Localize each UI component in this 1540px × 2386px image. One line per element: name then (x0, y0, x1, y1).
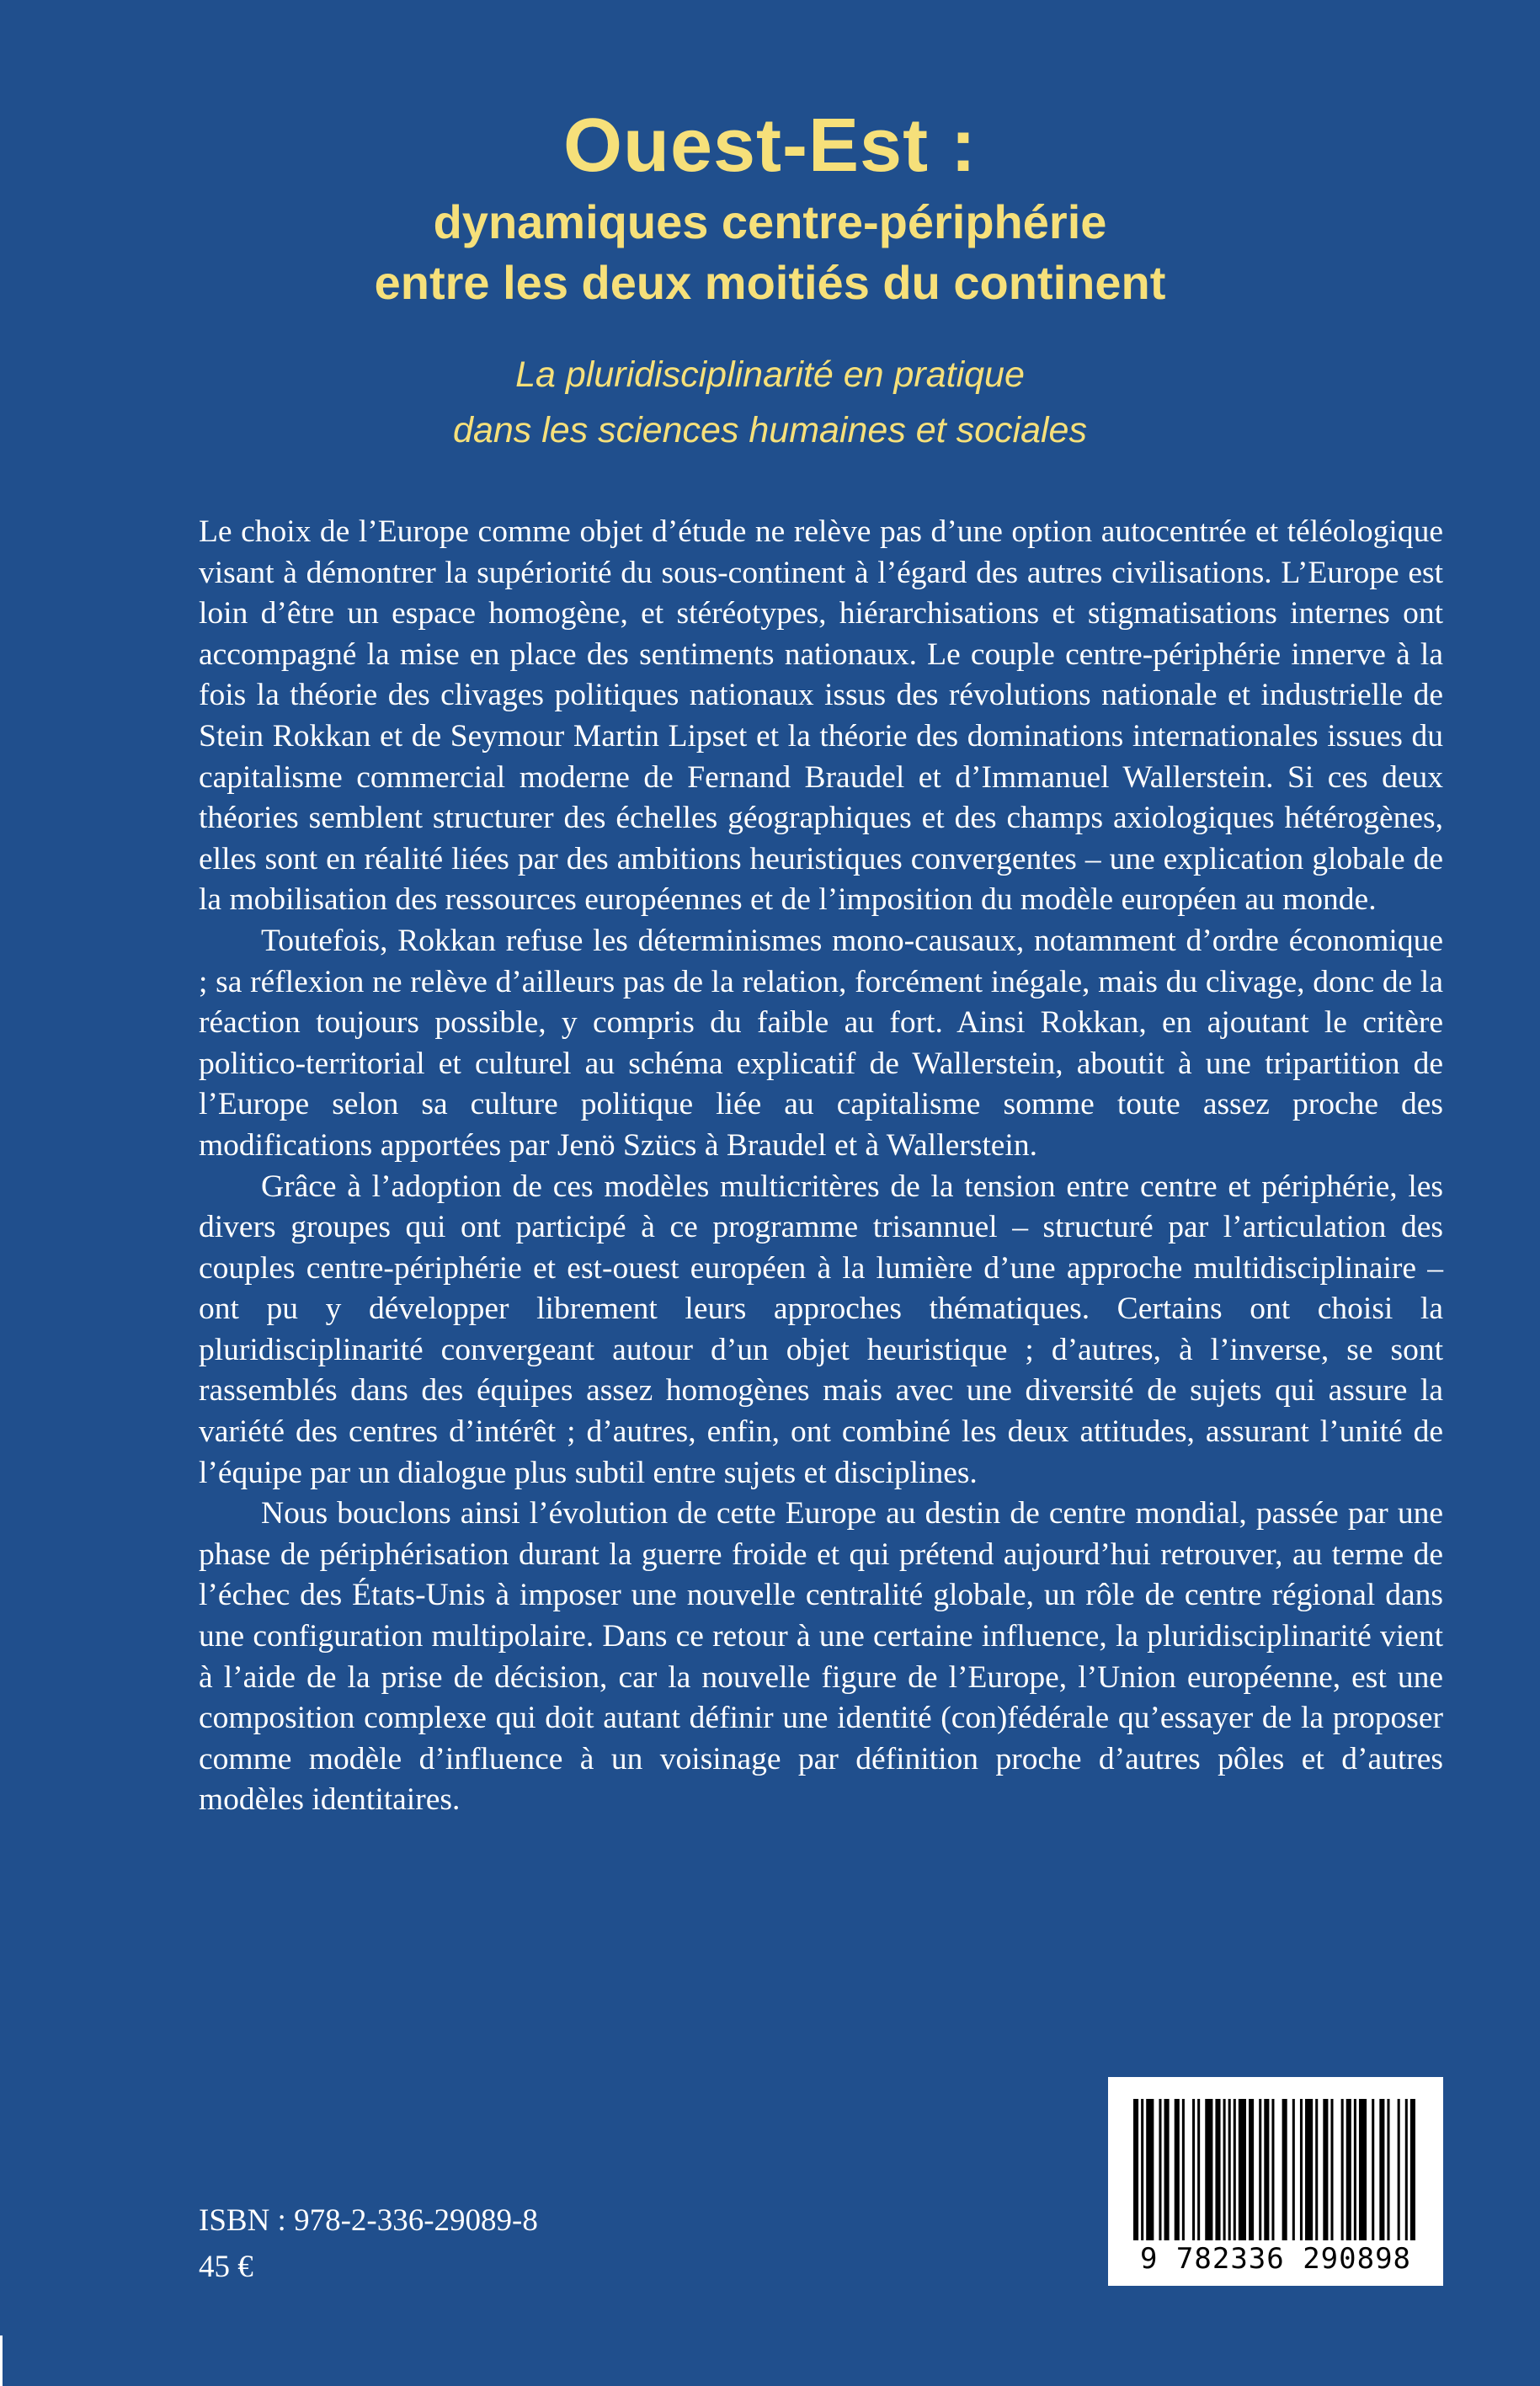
barcode-bar (1341, 2099, 1344, 2240)
barcode-bar (1146, 2099, 1154, 2240)
barcode-bar (1387, 2099, 1389, 2240)
back-cover-summary (199, 512, 1443, 1821)
book-title: Ouest-Est : (562, 104, 978, 188)
barcode-bar (1354, 2099, 1356, 2240)
barcode-bar (1192, 2099, 1195, 2240)
barcode-bar (1405, 2099, 1408, 2240)
barcode-number: 9 782336 290898 (1139, 2242, 1412, 2276)
barcode-bar (1330, 2099, 1333, 2240)
barcode-bar (1234, 2099, 1236, 2240)
barcode-bar (1197, 2099, 1200, 2240)
barcode-bar (1182, 2099, 1185, 2240)
barcode-bar (1215, 2099, 1220, 2240)
barcode-bar (1359, 2099, 1367, 2240)
subtitle-line-2: dans les sciences humaines et sociales (453, 410, 1087, 450)
book-title-line-2: dynamiques centre-périphérie (433, 195, 1107, 248)
summary-paragraph-1: Le choix de l’Europe comme objet d’étude ne relève pas d’une option autocentrée et téléologique visant à démontrer la supériorité du sous-continent à l’égard des autres civilisations. L’Europe est loin d’être un espace homogène, et stéréotypes, hiérarchisations et stigmatisations internes ont accompagné la mise en place des sentiments nationaux. Le couple centre-périphérie innerve à la fois la théorie des clivages politiques nationaux issus des révolutions nationale et industrielle de Stein Rokkan et de Seymour Martin Lipset et la théorie des dominations internationales issues du capitalisme commercial moderne de Fernand Braudel et d’Immanuel Wallerstein. Si ces deux théories semblent structurer des échelles géographiques et des champs axiologiques hétérogènes, elles sont en réalité liées par des ambitions heuristiques convergentes – une explication globale de la mobilisation des ressources européennes et de l’imposition du modèle européen au monde. (199, 514, 1443, 918)
isbn-label: ISBN : 978-2-336-29089-8 (199, 2203, 538, 2238)
barcode-bar (1159, 2099, 1161, 2240)
barcode-panel (1108, 2077, 1443, 2286)
subtitle-line-1: La pluridisciplinarité en pratique (515, 354, 1025, 395)
barcode-bar (1223, 2099, 1226, 2240)
barcode-bar (1175, 2099, 1180, 2240)
barcode-icon (1133, 2099, 1418, 2240)
title-block (0, 99, 1540, 313)
barcode-bar (1282, 2099, 1287, 2240)
barcode-bar (1398, 2099, 1400, 2240)
barcode-bar (1410, 2099, 1415, 2240)
barcode-bar (1323, 2099, 1328, 2240)
barcode-bar (1239, 2099, 1246, 2240)
barcode-bar (1372, 2099, 1374, 2240)
barcode-bar (1133, 2099, 1138, 2240)
barcode-bar (1379, 2099, 1384, 2240)
edge-line (0, 2335, 3, 2386)
book-subtitle (0, 347, 1540, 458)
barcode-bar (1228, 2099, 1231, 2240)
summary-paragraph-3: Grâce à l’adoption de ces modèles multicritères de la tension entre centre et périphérie, les divers groupes qui ont participé à ce programme trisannuel – structuré par l’articulation des couples centre-périphérie et est-ouest européen à la lumière d’une approche multidisciplinaire – ont pu y développer librement leurs approches thématiques. Certains ont choisi la pluridisciplinarité convergeant autour d’un objet heuristique ; d’autres, à l’inverse, se sont rassemblés dans des équipes assez homogènes mais avec une diversité de sujets qui assure la variété des centres d’intérêt ; d’autres, enfin, ont combiné les deux attitudes, assurant l’unité de l’équipe par un dialogue plus subtil entre sujets et disciplines. (199, 1169, 1443, 1490)
barcode-bar (1292, 2099, 1295, 2240)
summary-paragraph-2: Toutefois, Rokkan refuse les déterminismes mono-causaux, notamment d’ordre économique ; sa réflexion ne relève d’ailleurs pas de la relation, forcément inégale, mais du clivage, donc de la réaction toujours possible, y compris du faible au fort. Ainsi Rokkan, en ajoutant le critère politico-territorial et culturel au schéma explicatif de Wallerstein, aboutit à une tripartition de l’Europe selon sa culture politique liée au capitalisme somme toute assez proche des modifications apportées par Jenö Szücs à Braudel et à Wallerstein. (199, 923, 1443, 1163)
barcode-bar (1205, 2099, 1212, 2240)
barcode-bar (1141, 2099, 1143, 2240)
price-label: 45 € (199, 2250, 253, 2284)
barcode-bar (1300, 2099, 1303, 2240)
barcode-bar (1346, 2099, 1351, 2240)
barcode-bar (1315, 2099, 1318, 2240)
barcode-bar (1271, 2099, 1274, 2240)
barcode-bar (1249, 2099, 1254, 2240)
barcode-bar (1259, 2099, 1261, 2240)
book-title-line-3: entre les deux moitiés du continent (374, 256, 1166, 309)
summary-paragraph-4: Nous bouclons ainsi l’évolution de cette Europe au destin de centre mondial, passée par une phase de périphérisation durant la guerre froide et qui prétend aujourd’hui retrouver, au terme de l’échec des États-Unis à imposer une nouvelle centralité globale, un rôle de centre régional dans une configuration multipolaire. Dans ce retour à une certaine influence, la pluridisciplinarité vient à l’aide de la prise de décision, car la nouvelle figure de l’Europe, l’Union européenne, est une composition complexe qui doit autant définir une identité (con)fédérale qu’essayer de la proposer comme modèle d’influence à un voisinage par définition proche d’autres pôles et d’autres modèles identitaires. (199, 1496, 1443, 1818)
barcode-bar (1264, 2099, 1269, 2240)
barcode-bar (1164, 2099, 1170, 2240)
barcode-bar (1305, 2099, 1313, 2240)
